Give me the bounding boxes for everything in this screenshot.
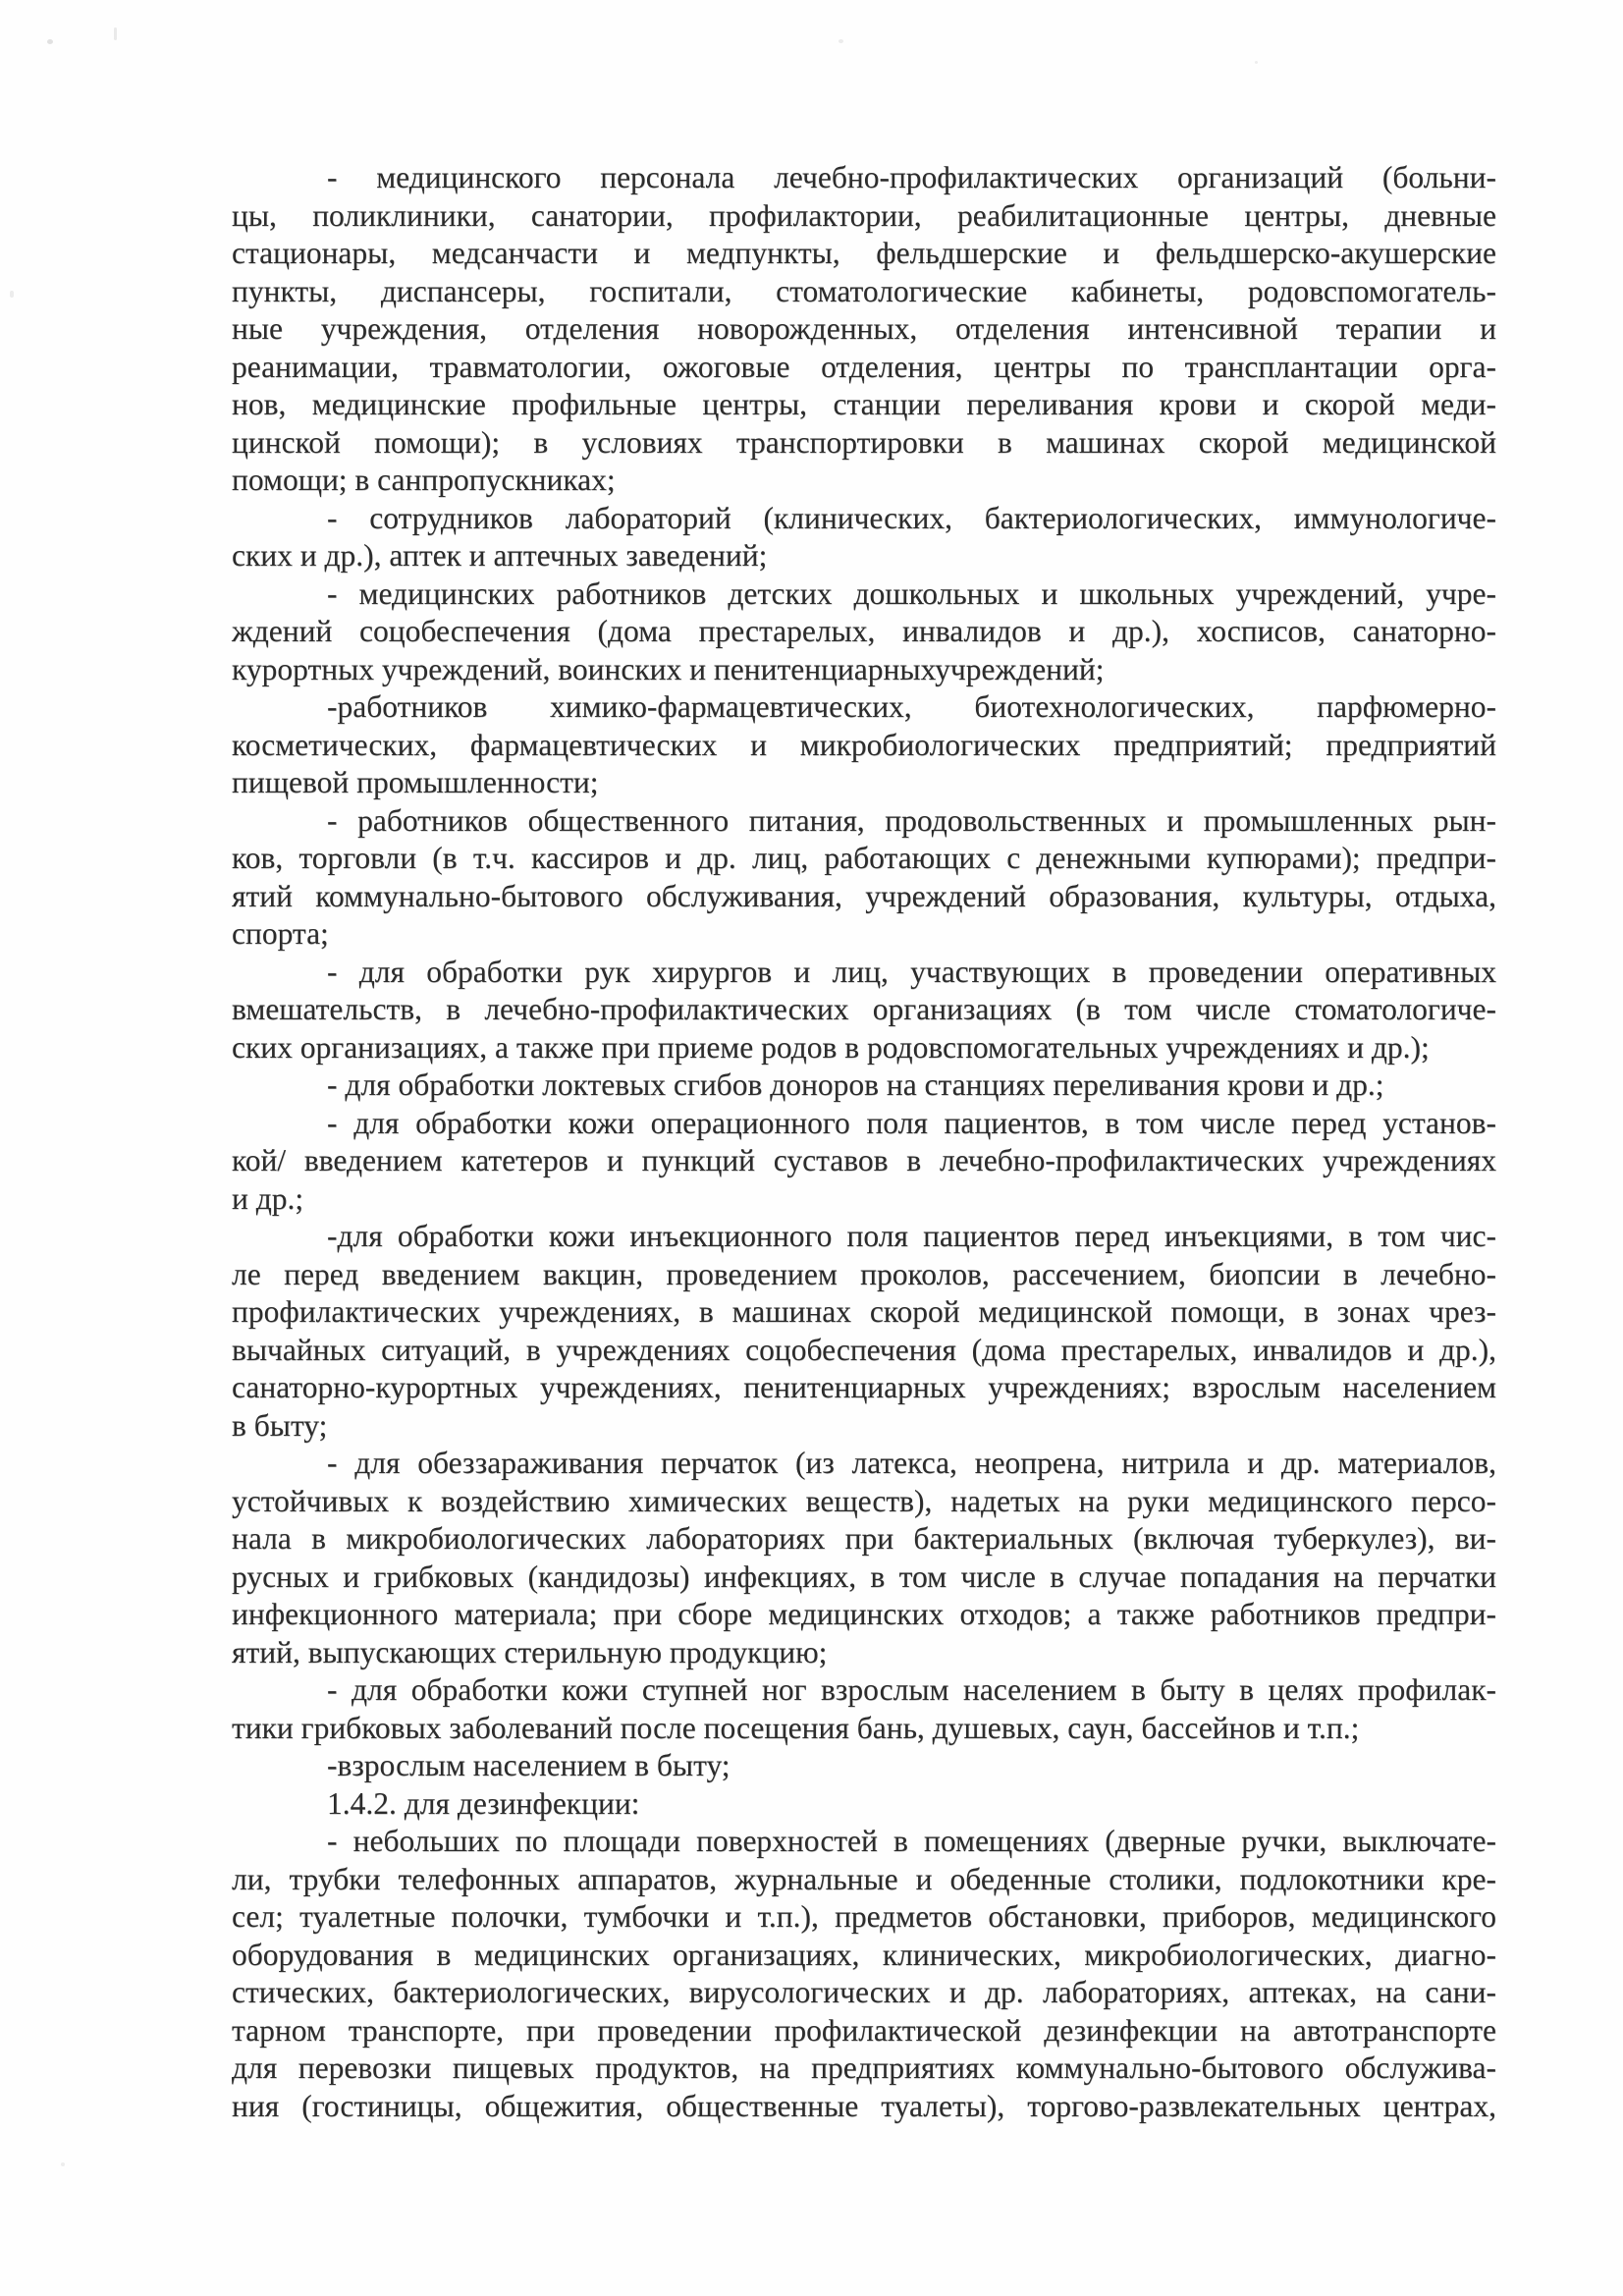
text-line: ятий коммунально-бытового обслуживания, учреждений образования, культуры, отдыха, (232, 878, 1496, 913)
text-line: нала в микробиологических лабораториях при бактериальных (включая туберкулез), ви- (232, 1521, 1496, 1556)
text-line: ли, трубки телефонных аппаратов, журнальные и обеденные столики, подлокотники кре- (232, 1861, 1496, 1896)
text-line: ятий, выпускающих стерильную продукцию; (232, 1634, 828, 1669)
scan-artifact (10, 291, 14, 298)
text-line: спорта; (232, 916, 329, 951)
text-line: ков, торговли (в т.ч. кассиров и др. лиц, работающих с денежными купюрами); предпри- (232, 841, 1496, 875)
text-line: - для обработки локтевых сгибов доноров на станциях переливания крови и др.; (327, 1067, 1384, 1102)
text-line: - для обеззараживания перчаток (из латекса, неопрена, нитрила и др. материалов, (327, 1446, 1496, 1480)
text-line: - сотрудников лабораторий (клинических, бактериологических, иммунологиче- (327, 500, 1496, 535)
scan-artifact (839, 39, 843, 43)
text-line: в быту; (232, 1407, 328, 1443)
text-line: - для обработки кожи операционного поля пациентов, в том числе перед установ- (327, 1105, 1496, 1140)
text-line: и др.; (232, 1180, 304, 1216)
scan-artifact (114, 27, 117, 40)
scan-artifact (47, 39, 53, 44)
text-line: русных и грибковых (кандидозы) инфекциях, в том числе в случае попадания на перчатки (232, 1558, 1496, 1594)
text-line: косметических, фармацевтических и микробиологических предприятий; предприятий (232, 727, 1496, 762)
text-line: ских организациях, а также при приеме родов в родовспомогательных учреждениях и др.); (232, 1029, 1430, 1065)
text-line: пищевой промышленности; (232, 765, 599, 799)
text-line: цинской помощи); в условиях транспортировки в машинах скорой медицинской (232, 424, 1496, 460)
text-line: стационары, медсанчасти и медпункты, фельдшерские и фельдшерско-акушерские (232, 236, 1496, 270)
text-line: 1.4.2. для дезинфекции: (327, 1785, 640, 1821)
text-line: -работников химико-фармацевтических, биотехнологических, парфюмерно- (327, 689, 1496, 724)
text-line: ле перед введением вакцин, проведением проколов, рассечением, биопсии в лечебно- (232, 1256, 1496, 1291)
text-line: профилактических учреждениях, в машинах скорой медицинской помощи, в зонах чрез- (232, 1294, 1496, 1329)
text-line: помощи; в санпропускниках; (232, 463, 616, 497)
text-line: ния (гостиницы, общежития, общественные туалеты), торгово-развлекательных центрах, (232, 2088, 1496, 2123)
text-line: реанимации, травматологии, ожоговые отделения, центры по трансплантации орга- (232, 349, 1496, 384)
text-block (232, 159, 1496, 2125)
scan-artifact (61, 2162, 65, 2166)
text-line: инфекционного материала; при сборе медицинских отходов; а также работников предпри- (232, 1597, 1496, 1631)
text-line: - для обработки рук хирургов и лиц, участвующих в проведении оперативных (327, 954, 1496, 989)
text-line: кой/ введением катетеров и пункций суставов в лечебно-профилактических учреждениях (232, 1143, 1496, 1177)
text-line: вычайных ситуаций, в учреждениях соцобеспечения (дома престарелых, инвалидов и др.), (232, 1332, 1496, 1367)
text-line: - для обработки кожи ступней ног взрослым населением в быту в целях профилак- (327, 1672, 1496, 1707)
text-line: для перевозки пищевых продуктов, на предприятиях коммунально-бытового обслужива- (232, 2050, 1496, 2085)
text-line: цы, поликлиники, санатории, профилактории, реабилитационные центры, дневные (232, 197, 1496, 233)
text-line: -для обработки кожи инъекционного поля пациентов перед инъекциями, в том чис- (327, 1219, 1496, 1253)
text-line: ные учреждения, отделения новорожденных, отделения интенсивной терапии и (232, 311, 1496, 346)
text-line: ждений соцобеспечения (дома престарелых, инвалидов и др.), хосписов, санаторно- (232, 614, 1496, 648)
text-line: пункты, диспансеры, госпитали, стоматологические кабинеты, родовспомогатель- (232, 273, 1496, 308)
text-line: нов, медицинские профильные центры, станции переливания крови и скорой меди- (232, 387, 1496, 421)
text-line: тики грибковых заболеваний после посещения бань, душевых, саун, бассейнов и т.п.; (232, 1710, 1360, 1745)
text-line: тарном транспорте, при проведении профилактической дезинфекции на автотранспорте (232, 2012, 1496, 2048)
text-line: устойчивых к воздействию химических веществ), надетых на руки медицинского персо- (232, 1483, 1496, 1518)
text-line: оборудования в медицинских организациях, клинических, микробиологических, диагно- (232, 1937, 1496, 1972)
scan-artifact (1255, 61, 1258, 64)
text-line: санаторно-курортных учреждениях, пенитенциарных учреждениях; взрослым населением (232, 1370, 1496, 1404)
text-line: - небольших по площади поверхностей в помещениях (дверные ручки, выключате- (327, 1824, 1496, 1858)
text-line: сел; туалетные полочки, тумбочки и т.п.), предметов обстановки, приборов, медицинского (232, 1899, 1496, 1934)
text-line: - медицинского персонала лечебно-профилактических организаций (больни- (327, 160, 1496, 194)
text-line: курортных учреждений, воинских и пенитенциарныхучреждений; (232, 651, 1105, 686)
text-line: ских и др.), аптек и аптечных заведений; (232, 538, 768, 573)
text-line: -взрослым населением в быту; (327, 1748, 730, 1782)
text-line: стических, бактериологических, вирусологических и др. лабораториях, аптеках, на сани- (232, 1975, 1496, 2009)
text-line: - работников общественного питания, продовольственных и промышленных рын- (327, 802, 1496, 838)
text-line: - медицинских работников детских дошкольных и школьных учреждений, учре- (327, 575, 1496, 611)
text-line: вмешательств, в лечебно-профилактических организациях (в том числе стоматологиче- (232, 992, 1496, 1026)
